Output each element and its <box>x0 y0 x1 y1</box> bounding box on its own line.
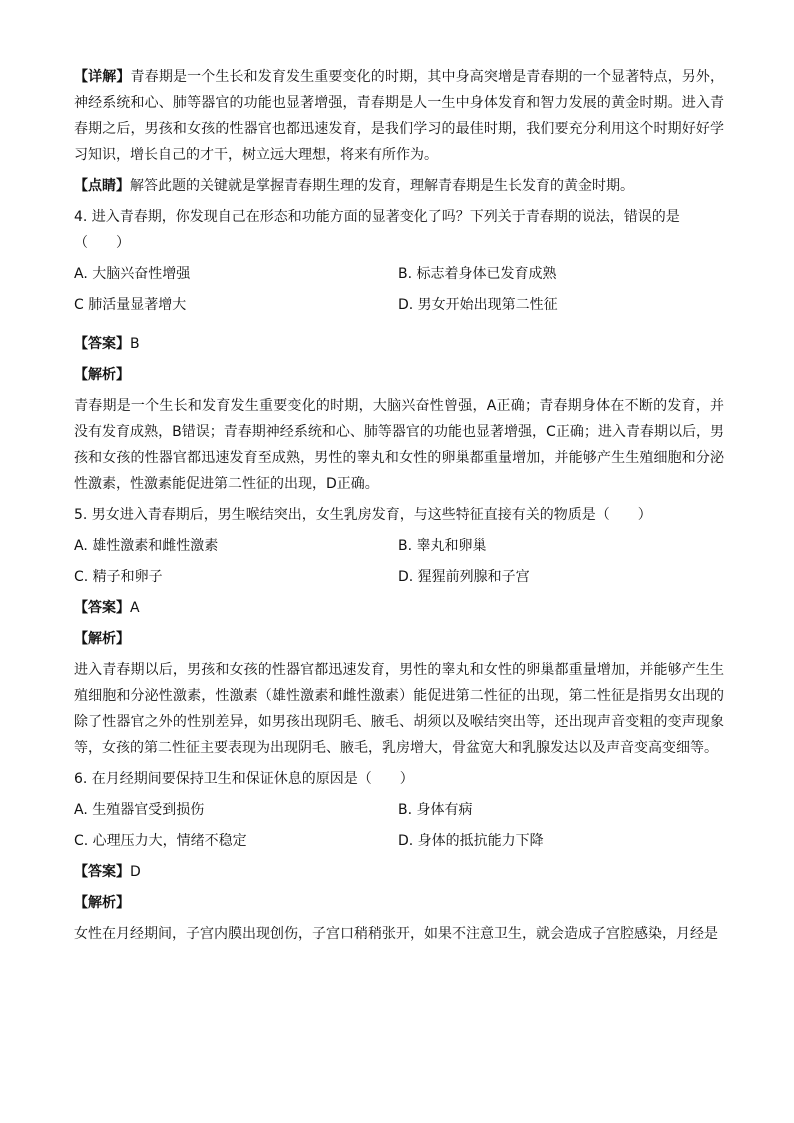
question-5-options <box>74 533 724 590</box>
answer-value: A <box>130 600 140 616</box>
option-c: C. 精子和卵子 <box>74 569 163 585</box>
question-4-analysis-heading <box>74 362 724 388</box>
analysis-tag: 【解析】 <box>74 895 130 911</box>
answer-tag: 【答案】 <box>74 600 130 616</box>
question-5-answer <box>74 595 724 621</box>
option-a: A. 雄性激素和雌性激素 <box>74 538 219 554</box>
detail-paragraph <box>74 64 724 168</box>
question-6-options <box>74 797 724 854</box>
option-a: A. 大脑兴奋性增强 <box>74 266 191 282</box>
answer-value: B <box>130 336 140 352</box>
page-content <box>74 64 724 952</box>
question-5-stem: 5. 男女进入青春期后，男生喉结突出，女生乳房发育，与这些特征直接有关的物质是（ ） <box>74 507 652 523</box>
question-6-analysis-heading <box>74 890 724 916</box>
detail-text: 青春期是一个生长和发育发生重要变化的时期，其中身高突增是青春期的一个显著特点，另外，神经系统和心、肺等器官的功能也显著增强，青春期是人一生中身体发育和智力发展的黄金时期。进入青春期之后，男孩和女孩的性器官也都迅速发育，是我们学习的最佳时期，我们要充分利用这个时期好好学习知识，增长自己的才干，树立远大理想，将来有所作为。 <box>74 69 725 163</box>
question-5-analysis: 进入青春期以后，男孩和女孩的性器官都迅速发育，男性的睾丸和女性的卵巢都重量增加，并能够产生生殖细胞和分泌性激素，性激素（雄性激素和雌性激素）能促进第二性征的出现，第二性征是指男女出现的除了性器官之外的性别差异，如男孩出现阴毛、腋毛、胡须以及喉结突出等，还出现声音变粗的变声现象等，女孩的第二性征主要表现为出现阴毛、腋毛，乳房增大，骨盆宽大和乳腺发达以及声音变高变细等。 <box>74 662 724 756</box>
option-c: C. 心理压力大，情绪不稳定 <box>74 833 247 849</box>
question-6-analysis: 女性在月经期间，子宫内膜出现创伤，子宫口稍稍张开，如果不注意卫生，就会造成子宫腔感染，月经是 <box>74 926 718 942</box>
option-d: D. 身体的抵抗能力下降 <box>398 833 544 849</box>
point-tag: 【点睛】 <box>74 178 130 194</box>
answer-tag: 【答案】 <box>74 864 130 880</box>
answer-tag: 【答案】 <box>74 336 130 352</box>
question-4-answer <box>74 331 724 357</box>
option-a: A. 生殖器官受到损伤 <box>74 802 205 818</box>
question-4-options <box>74 261 724 318</box>
option-b: B. 身体有病 <box>398 802 473 818</box>
option-d: D. 男女开始出现第二性征 <box>398 297 558 313</box>
answer-value: D <box>130 864 141 880</box>
option-b: B. 标志着身体已发育成熟 <box>398 266 557 282</box>
question-4-analysis: 青春期是一个生长和发育发生重要变化的时期，大脑兴奋性曾强，A正确；青春期身体在不断的发育，并没有发育成熟，B错误；青春期神经系统和心、肺等器官的功能也显著增强，C正确；进入青春期以后，男孩和女孩的性器官都迅速发育至成熟，男性的睾丸和女性的卵巢都重量增加，并能够产生生殖细胞和分泌性激素，性激素能促进第二性征的出现，D正确。 <box>74 398 724 492</box>
question-6-answer <box>74 859 724 885</box>
point-text: 解答此题的关键就是掌握青春期生理的发育，理解青春期是生长发育的黄金时期。 <box>130 178 634 194</box>
detail-tag: 【详解】 <box>74 69 131 85</box>
analysis-tag: 【解析】 <box>74 367 130 383</box>
question-5-analysis-heading <box>74 626 724 652</box>
question-6-stem: 6. 在月经期间要保持卫生和保证休息的原因是（ ） <box>74 771 414 787</box>
question-4-stem: 4. 进入青春期，你发现自己在形态和功能方面的显著变化了吗？下列关于青春期的说法，错误的是（ ） <box>74 209 680 251</box>
spacer <box>74 323 724 331</box>
point-paragraph <box>74 173 724 199</box>
analysis-tag: 【解析】 <box>74 631 130 647</box>
option-d: D. 猩猩前列腺和子宫 <box>398 569 530 585</box>
option-c: C 肺活量显著增大 <box>74 297 187 313</box>
option-b: B. 睾丸和卵巢 <box>398 538 487 554</box>
